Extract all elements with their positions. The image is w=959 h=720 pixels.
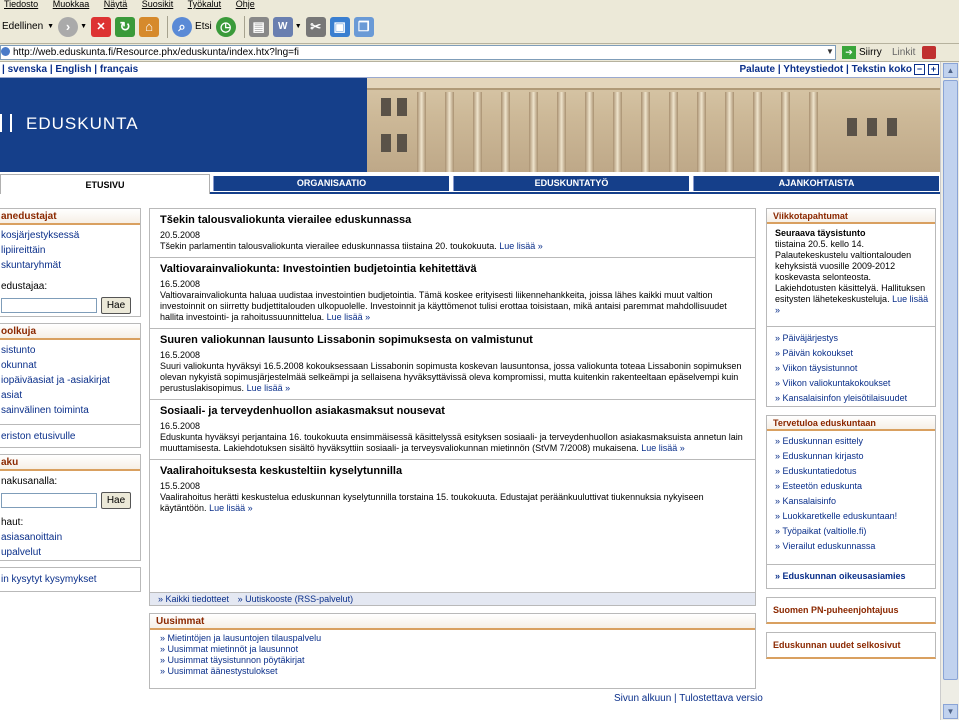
text-size-decrease-button[interactable]: − [914, 64, 925, 75]
menu-bar [0, 0, 959, 10]
chevron-down-icon: ▼ [294, 23, 302, 30]
sidebar-link[interactable]: iopäiväasiat ja -asiakirjat [1, 375, 110, 386]
scroll-down-icon[interactable]: ▼ [943, 704, 958, 719]
news-title[interactable]: Vaalirahoituksesta keskusteltiin kyselytunnilla [160, 465, 403, 477]
forward-icon: › [58, 17, 78, 37]
right-sidebar [766, 208, 936, 667]
news-date: 16.5.2008 [160, 421, 201, 431]
events-link[interactable]: » Päivän kokoukset [775, 348, 854, 358]
news-date: 16.5.2008 [160, 279, 201, 289]
edit-icon: W [273, 17, 293, 37]
latest-link[interactable]: » Mietintöjen ja lausuntojen tilauspalvelu [160, 633, 322, 643]
read-more-link[interactable]: Lue lisää » [326, 312, 371, 322]
welcome-link[interactable]: » Vierailut eduskunnassa [775, 541, 876, 551]
utility-links[interactable]: Palaute | Yhteystiedot | Tekstin koko [739, 64, 912, 75]
latest-link[interactable]: » Uusimmat äänestystulokset [160, 666, 278, 676]
news-text: Valtiovarainvaliokunta haluaa uudistaa investointien budjetointia. Tämä koskee erityisesti liikennehankkeita, joissa lähes kaikki muut valtion investoinnit on siirretty budjettitalouden ulkopuolelle. Investoinnit ja käyttömenot tulisi erottaa toisistaan, mikä antaisi paremmat mahdollisuudet hallita investointi- ja rahoitussuunnittelua. [160, 290, 727, 322]
parliament-building-image [367, 78, 940, 172]
news-item [150, 329, 755, 400]
weekly-events-box [766, 208, 936, 407]
eu-presidency-link[interactable]: Suomen PN-puheenjohtajuus [766, 597, 936, 624]
welcome-link[interactable]: » Eduskunnan kirjasto [775, 451, 864, 461]
read-more-link[interactable]: Lue lisää » [209, 503, 253, 513]
back-label: Edellinen [2, 21, 44, 32]
tab-etusivu[interactable]: ETUSIVU [0, 174, 210, 194]
keyword-search-button[interactable]: Hae [101, 492, 131, 509]
sidebar-link[interactable]: sainvälinen toiminta [1, 405, 89, 416]
search-label: nakusanalla: [1, 476, 58, 487]
faq-box [0, 567, 141, 592]
copy-icon: ❐ [354, 17, 374, 37]
news-panel [149, 208, 756, 606]
news-text: Suuri valiokunta hyväksyi 16.5.2008 kokouksessaan Lissabonin sopimusta koskevan lausuntonsa, jossa valiokunta toteaa Lissabonin sopimuksen olevan nykyistä sopimusjärjestelmää selkeämpi ja sellaisena hyväksyttävissä oleva kompromissi, mutta kuitenkin rakenteeltaan epäselvempi kuin perustuslakisopimus. [160, 361, 742, 393]
addon-icon[interactable] [922, 46, 936, 59]
logo-mark-icon [0, 114, 12, 132]
latest-link[interactable]: » Uusimmat mietinnöt ja lausunnot [160, 644, 299, 654]
sidebar-link[interactable]: skuntaryhmät [1, 260, 62, 271]
site-logo[interactable]: EDUSKUNTA [26, 114, 139, 133]
news-item [150, 209, 755, 258]
sidebar-link[interactable]: lipiireittäin [1, 245, 46, 256]
news-title[interactable]: Sosiaali- ja terveydenhuollon asiakasmaksut nousevat [160, 405, 445, 417]
vertical-scrollbar[interactable] [940, 62, 959, 720]
news-item [150, 400, 755, 460]
tab-eduskuntatyo[interactable]: EDUSKUNTATYÖ [453, 176, 689, 191]
forward-button[interactable] [58, 13, 87, 41]
chevron-down-icon: ▼ [47, 23, 55, 30]
print-button[interactable] [249, 13, 269, 41]
main-navigation [0, 172, 940, 194]
address-input[interactable]: http://web.eduskunta.fi/Resource.phx/eduskunta/index.htx?lng=fi [0, 45, 836, 60]
search-box [0, 454, 141, 561]
chevron-down-icon[interactable]: ▼ [826, 47, 834, 56]
sidebar-link[interactable]: asiat [1, 390, 23, 401]
search-icon: ⌕ [172, 17, 192, 37]
page-icon [1, 47, 10, 56]
sidebar-link[interactable]: okunnat [1, 360, 37, 371]
news-title[interactable]: Valtiovarainvaliokunta: Investointien budjetointia kehitettävä [160, 263, 477, 275]
refresh-button[interactable] [115, 13, 135, 41]
history-button[interactable] [216, 13, 236, 41]
mp-search [0, 294, 140, 316]
menu-file[interactable]: Tiedosto [4, 0, 39, 9]
stop-icon: ✕ [91, 17, 111, 37]
welcome-link[interactable]: » Eduskuntatiedotus [775, 466, 857, 476]
home-button[interactable] [139, 13, 159, 41]
sidebar-link[interactable]: sistunto [1, 345, 36, 356]
read-more-link[interactable]: Lue lisää » [246, 383, 291, 393]
next-session-heading: Seuraava täysistunto [775, 228, 866, 238]
links-button[interactable]: Linkit [892, 47, 916, 58]
address-bar [0, 44, 959, 62]
print-icon: ▤ [249, 17, 269, 37]
menu-view[interactable]: Näytä [103, 0, 128, 9]
left-sidebar [0, 208, 141, 598]
copy-button[interactable] [354, 13, 374, 41]
news-text: Eduskunta hyväksyi perjantaina 16. toukokuuta ensimmäisessä käsittelyssä esityksen sosiaali- ja terveydenhuollon asiakasmaksuista annetun lain muuttamisesta. Lakiehdotuksen sisältö hyväksyttiin sosiaali- ja terveysvaliokunnan mietinnön (StVM 7/2008) mukaisena. [160, 432, 743, 453]
tab-ajankohtaista[interactable]: AJANKOHTAISTA [693, 176, 939, 191]
go-arrow-icon: ➔ [842, 46, 856, 59]
language-links[interactable]: | svenska | English | français [2, 64, 139, 75]
menu-favorites[interactable]: Suosikit [141, 0, 174, 9]
history-icon: ◷ [216, 17, 236, 37]
events-link[interactable]: » Viikon täysistunnot [775, 363, 858, 373]
box-heading: aku [0, 455, 140, 471]
go-button[interactable] [842, 45, 882, 60]
sidebar-link[interactable]: eriston etusivulle [0, 424, 140, 447]
browser-toolbar [0, 10, 959, 44]
box-heading: oolkuja [0, 324, 140, 340]
home-icon: ⌂ [139, 17, 159, 37]
events-link[interactable]: » Viikon valiokuntakokoukset [775, 378, 891, 388]
sidebar-link[interactable]: in kysytyt kysymykset [1, 574, 97, 585]
menu-tools[interactable]: Työkalut [187, 0, 222, 9]
next-session-text: tiistaina 20.5. kello 14. Palautekeskustelu valtiontalouden kehyksistä vuosille 2009-2012 koskevasta selonteosta. Lakiehdotusten käsittelyä. Hallituksen esitysten lähetekeskusteluja. [775, 239, 926, 304]
messenger-button[interactable] [330, 13, 350, 41]
site-banner [0, 78, 940, 172]
welcome-link[interactable]: » Työpaikat (valtiolle.fi) [775, 526, 867, 536]
chevron-down-icon: ▼ [80, 23, 88, 30]
welcome-link[interactable]: » Esteetön eduskunta [775, 481, 863, 491]
refresh-icon: ↻ [115, 17, 135, 37]
scroll-thumb[interactable] [943, 80, 958, 680]
news-date: 16.5.2008 [160, 350, 201, 360]
welcome-link[interactable]: » Kansalaisinfo [775, 496, 837, 506]
mp-search-button[interactable]: Hae [101, 297, 131, 314]
sidebar-link[interactable]: upalvelut [1, 547, 42, 558]
news-text: Vaalirahoitus herätti keskustelua eduskunnan kyselytunnilla torstaina 15. toukokuuta. Edustajat peräänkuuluttivat tiukennuksia nykyiseen käytäntöön. [160, 492, 704, 513]
box-heading: anedustajat [0, 209, 140, 225]
news-title[interactable]: Tšekin talousvaliokunta vierailee eduskunnassa [160, 214, 412, 226]
rss-link[interactable]: » Uutiskooste (RSS-palvelut) [237, 594, 354, 604]
welcome-link[interactable]: » Eduskunnan esittely [775, 436, 864, 446]
sidebar-link[interactable]: kosjärjestyksessä [1, 230, 80, 241]
search-label: Etsi [195, 21, 212, 32]
news-text: Tšekin parlamentin talousvaliokunta vierailee eduskunnassa tiistaina 20. toukokuuta. [160, 241, 497, 251]
keyword-search [0, 489, 140, 511]
edit-button[interactable] [273, 13, 302, 41]
welcome-box [766, 415, 936, 589]
cut-icon: ✂ [306, 17, 326, 37]
search-label: edustajaa: [1, 281, 48, 292]
search-sublabel: haut: [1, 517, 24, 528]
latest-link[interactable]: » Uusimmat täysistunnon pöytäkirjat [160, 655, 305, 665]
back-button[interactable] [2, 13, 54, 41]
latest-box [149, 613, 756, 689]
go-label: Siirry [859, 47, 882, 58]
sidebar-link[interactable]: asiasanoittain [1, 532, 63, 543]
mp-search-input[interactable] [1, 298, 97, 313]
page-footer-links[interactable]: Sivun alkuun | Tulostettava versio [614, 693, 763, 704]
news-date: 20.5.2008 [160, 230, 201, 240]
welcome-link[interactable]: » Luokkaretkelle eduskuntaan! [775, 511, 898, 521]
stop-button[interactable] [91, 13, 111, 41]
events-link[interactable]: » Kansalaisinfon yleisötilaisuudet [775, 393, 908, 403]
utility-strip [0, 62, 940, 78]
shortcuts-box [0, 323, 141, 448]
toolbar-divider [167, 16, 168, 38]
events-link[interactable]: » Päiväjärjestys [775, 333, 839, 343]
plain-language-link[interactable]: Eduskunnan uudet selkosivut [766, 632, 936, 659]
read-more-link[interactable]: Lue lisää » [775, 294, 929, 315]
ombudsman-link[interactable]: » Eduskunnan oikeusasiamies [775, 571, 906, 581]
read-more-link[interactable]: Lue lisää » [641, 443, 685, 453]
read-more-link[interactable]: Lue lisää » [499, 241, 543, 251]
keyword-search-input[interactable] [1, 493, 97, 508]
tab-organisaatio[interactable]: ORGANISAATIO [213, 176, 449, 191]
scroll-up-icon[interactable]: ▲ [943, 63, 958, 78]
menu-edit[interactable]: Muokkaa [52, 0, 90, 9]
search-button[interactable] [172, 13, 212, 41]
text-size-increase-button[interactable]: + [928, 64, 939, 75]
box-heading: Uusimmat [150, 614, 755, 630]
toolbar-divider [244, 16, 245, 38]
messenger-icon: ▣ [330, 17, 350, 37]
news-footer [150, 592, 755, 605]
box-heading: Viikkotapahtumat [767, 209, 935, 224]
news-title[interactable]: Suuren valiokunnan lausunto Lissabonin sopimuksesta on valmistunut [160, 334, 533, 346]
box-heading: Tervetuloa eduskuntaan [767, 416, 935, 431]
cut-button[interactable] [306, 13, 326, 41]
all-press-releases-link[interactable]: » Kaikki tiedotteet [158, 594, 230, 604]
menu-help[interactable]: Ohje [235, 0, 255, 9]
news-item [150, 460, 755, 519]
news-item [150, 258, 755, 329]
news-date: 15.5.2008 [160, 481, 201, 491]
mps-box [0, 208, 141, 317]
